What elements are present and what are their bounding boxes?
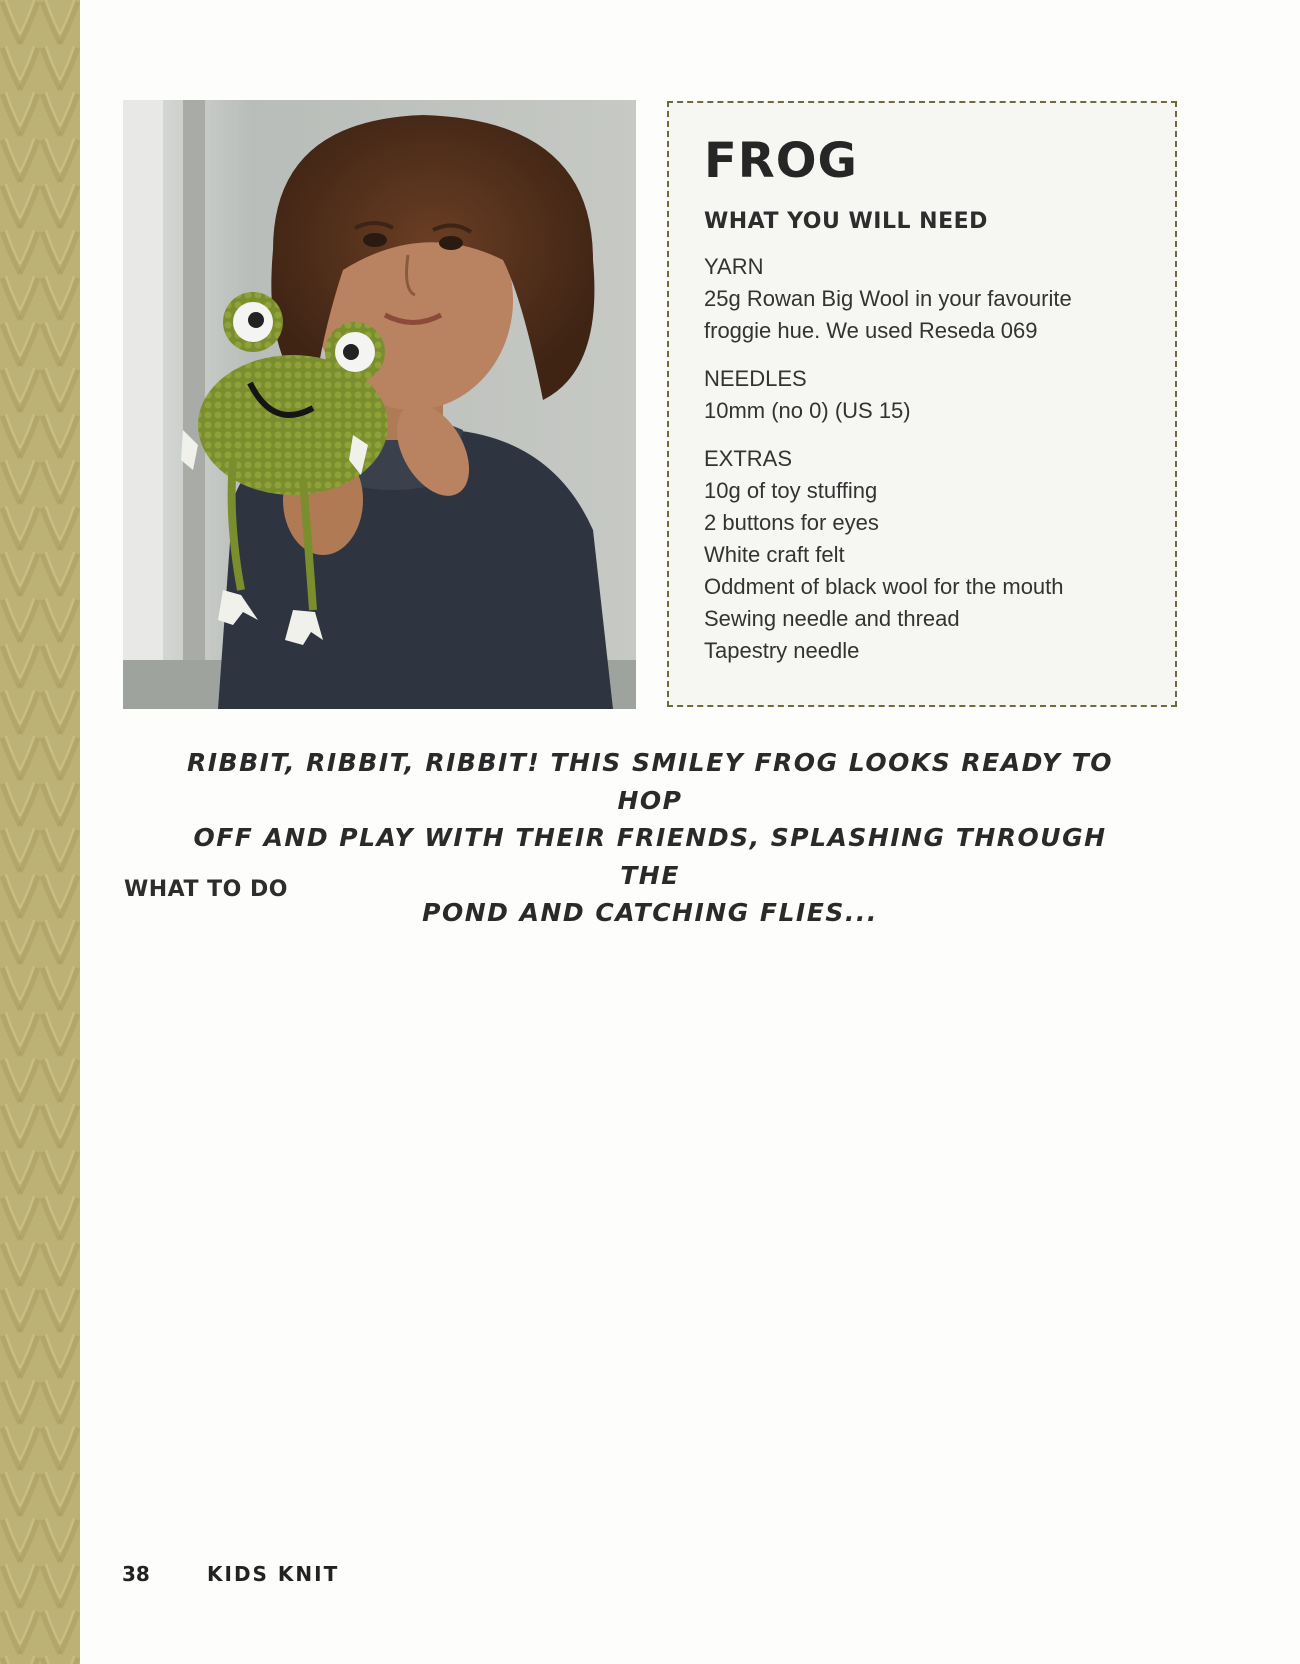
intro-line: RIBBIT, RIBBIT, RIBBIT! THIS SMILEY FROG LOOKS READY TO HOP (186, 748, 1114, 815)
page-number: 38 (122, 1562, 150, 1586)
running-footer-title: KIDS KNIT (207, 1562, 340, 1586)
extras-heading: EXTRAS (704, 446, 793, 471)
pattern-title: FROG (704, 133, 858, 189)
yarn-line: froggie hue. We used Reseda 069 (704, 318, 1038, 343)
extras-line: Oddment of black wool for the mouth (704, 574, 1064, 599)
child-holding-knitted-frog-photo (123, 100, 636, 709)
extras-line: White craft felt (704, 542, 845, 567)
needles-group (704, 363, 911, 427)
needles-line: 10mm (no 0) (US 15) (704, 398, 911, 423)
intro-line: POND AND CATCHING FLIES... (422, 898, 878, 927)
extras-line: Tapestry needle (704, 638, 860, 663)
materials-box (667, 101, 1177, 707)
knit-pattern-icon (0, 0, 80, 1664)
intro-line: OFF AND PLAY WITH THEIR FRIENDS, SPLASHING THROUGH THE (193, 823, 1107, 890)
extras-group (704, 443, 1064, 667)
extras-line: Sewing needle and thread (704, 606, 960, 631)
what-to-do-heading: WHAT TO DO (124, 877, 288, 902)
intro-text (170, 744, 1130, 932)
yarn-line: 25g Rowan Big Wool in your favourite (704, 286, 1072, 311)
extras-line: 2 buttons for eyes (704, 510, 879, 535)
knit-stitch-border (0, 0, 80, 1664)
extras-line: 10g of toy stuffing (704, 478, 878, 503)
materials-heading: WHAT YOU WILL NEED (704, 209, 988, 234)
yarn-heading: YARN (704, 254, 764, 279)
needles-heading: NEEDLES (704, 366, 807, 391)
frog-photo (123, 100, 636, 709)
yarn-group (704, 251, 1072, 347)
